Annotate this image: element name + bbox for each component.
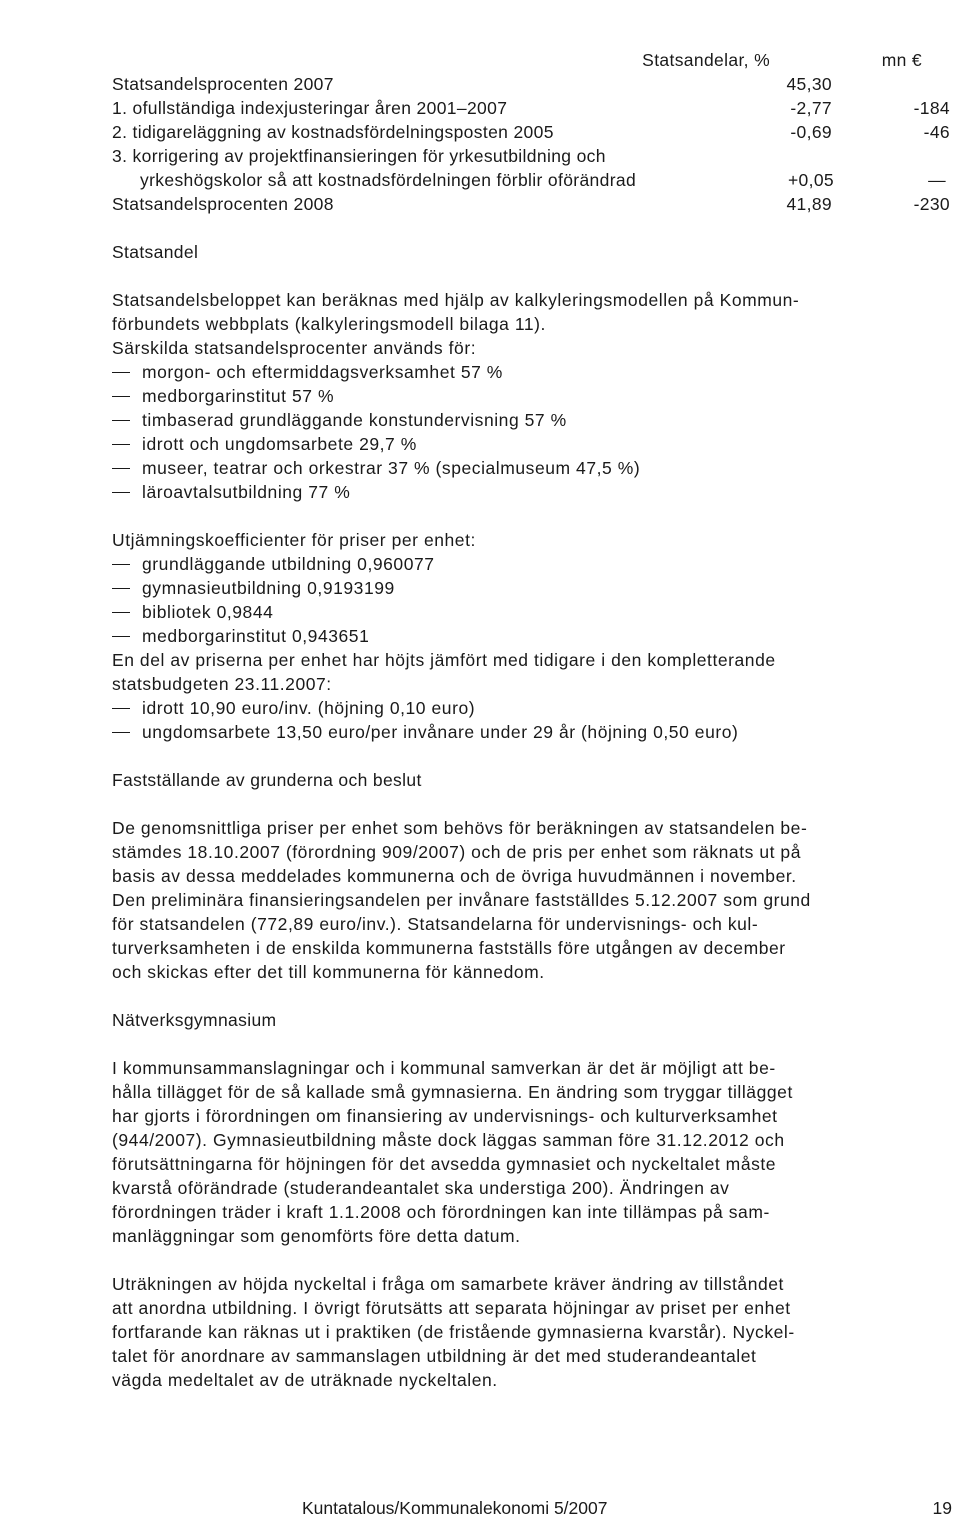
paragraph-line: för statsandelen (772,89 euro/inv.). Statsandelarna för undervisnings- och kul- (112, 914, 759, 934)
table-row-value-meur: -46 (923, 122, 950, 142)
paragraph-line: Utjämningskoefficienter för priser per enhet: (112, 530, 476, 550)
table-row-value-meur: -184 (913, 98, 950, 118)
paragraph-line: De genomsnittliga priser per enhet som behövs för beräkningen av statsandelen be- (112, 818, 808, 838)
dash-bullet (112, 396, 130, 397)
table-row-label: 3. korrigering av projektfinansieringen för yrkesutbildning och (112, 146, 606, 166)
table-row-label: 1. ofullständiga indexjusteringar åren 2001–2007 (112, 98, 508, 118)
dash-bullet (112, 420, 130, 421)
list-item: museer, teatrar och orkestrar 37 % (specialmuseum 47,5 %) (112, 456, 640, 480)
paragraph-line: Uträkningen av höjda nyckeltal i fråga om samarbete kräver ändring av tillståndet (112, 1274, 784, 1294)
paragraph-line: stämdes 18.10.2007 (förordning 909/2007) och de pris per enhet som räknats ut på (112, 842, 801, 862)
table-header-meur: mn € (881, 50, 922, 70)
dash-bullet (112, 708, 130, 709)
section-heading: Fastställande av grunderna och beslut (112, 770, 422, 790)
list-item: timbaserad grundläggande konstundervisning 57 % (112, 408, 567, 432)
paragraph-line: fortfarande kan räknas ut i praktiken (de fristående gymnasierna kvarstår). Nyckel- (112, 1322, 795, 1342)
list-item: ungdomsarbete 13,50 euro/per invånare under 29 år (höjning 0,50 euro) (112, 720, 738, 744)
paragraph-line: En del av priserna per enhet har höjts jämfört med tidigare i den kompletterande (112, 650, 776, 670)
paragraph-line: förutsättningarna för höjningen för det avsedda gymnasiet och nyckeltalet måste (112, 1154, 777, 1174)
table-row-label: yrkeshögskolor så att kostnadsfördelningen förblir oförändrad (140, 170, 637, 190)
paragraph-line: förbundets webbplats (kalkyleringsmodell bilaga 11). (112, 314, 546, 334)
dash-bullet (112, 732, 130, 733)
footer-page-number: 19 (932, 1498, 952, 1518)
dash-bullet (112, 468, 130, 469)
list-item: bibliotek 0,9844 (112, 600, 273, 624)
table-header-percent: Statsandelar, % (642, 50, 770, 70)
table-row-value-meur: -230 (913, 194, 950, 214)
dash-bullet (112, 588, 130, 589)
list-item: idrott och ungdomsarbete 29,7 % (112, 432, 417, 456)
section-heading: Statsandel (112, 242, 199, 262)
table-row-label: Statsandelsprocenten 2008 (112, 194, 334, 214)
footer-publication: Kuntatalous/Kommunalekonomi 5/2007 (302, 1498, 608, 1518)
paragraph-line: kvarstå oförändrade (studerandeantalet ska understiga 200). Ändringen av (112, 1178, 730, 1198)
table-row-value-meur: — (928, 170, 946, 190)
list-item: medborgarinstitut 0,943651 (112, 624, 369, 648)
list-item: medborgarinstitut 57 % (112, 384, 334, 408)
paragraph-line: statsbudgeten 23.11.2007: (112, 674, 332, 694)
dash-bullet (112, 444, 130, 445)
list-item: grundläggande utbildning 0,960077 (112, 552, 435, 576)
section-heading: Nätverksgymnasium (112, 1010, 277, 1030)
paragraph-line: Statsandelsbeloppet kan beräknas med hjälp av kalkyleringsmodellen på Kommun- (112, 290, 800, 310)
paragraph-line: turverksamheten i de enskilda kommunerna fastställs före utgången av december (112, 938, 786, 958)
table-row-label: Statsandelsprocenten 2007 (112, 74, 334, 94)
dash-bullet (112, 612, 130, 613)
paragraph-line: Särskilda statsandelsprocenter används för: (112, 338, 477, 358)
table-row-value-percent: 41,89 (786, 194, 832, 214)
paragraph-line: har gjorts i förordningen om finansiering av undervisnings- och kulturverksamhet (112, 1106, 778, 1126)
paragraph-line: I kommunsammanslagningar och i kommunal samverkan är det är möjligt att be- (112, 1058, 776, 1078)
table-row-value-percent: -0,69 (790, 122, 832, 142)
dash-bullet (112, 564, 130, 565)
paragraph-line: vägda medeltalet av de uträknade nyckeltalen. (112, 1370, 498, 1390)
table-row-value-percent: 45,30 (786, 74, 832, 94)
table-row-value-percent: +0,05 (787, 170, 834, 190)
list-item: gymnasieutbildning 0,9193199 (112, 576, 395, 600)
paragraph-line: förordningen träder i kraft 1.1.2008 och förordningen kan inte tillämpas på sam- (112, 1202, 770, 1222)
paragraph-line: och skickas efter det till kommunerna för kännedom. (112, 962, 545, 982)
dash-bullet (112, 636, 130, 637)
list-item: läroavtalsutbildning 77 % (112, 480, 350, 504)
list-item: morgon- och eftermiddagsverksamhet 57 % (112, 360, 503, 384)
paragraph-line: manläggningar som genomförts före detta datum. (112, 1226, 521, 1246)
paragraph-line: basis av dessa meddelades kommunerna och de övriga huvudmännen i november. (112, 866, 797, 886)
paragraph-line: talet för anordnare av sammanslagen utbildning är det med studerandeantalet (112, 1346, 757, 1366)
list-item: idrott 10,90 euro/inv. (höjning 0,10 euro) (112, 696, 475, 720)
paragraph-line: hålla tillägget för de så kallade små gymnasierna. En ändring som tryggar tillägget (112, 1082, 793, 1102)
dash-bullet (112, 372, 130, 373)
paragraph-line: att anordna utbildning. I övrigt förutsätts att separata höjningar av priset per enhet (112, 1298, 791, 1318)
table-row-value-percent: -2,77 (790, 98, 832, 118)
dash-bullet (112, 492, 130, 493)
table-row-label: 2. tidigareläggning av kostnadsfördelningsposten 2005 (112, 122, 554, 142)
paragraph-line: (944/2007). Gymnasieutbildning måste dock läggas samman före 31.12.2012 och (112, 1130, 785, 1150)
paragraph-line: Den preliminära finansieringsandelen per invånare fastställdes 5.12.2007 som grund (112, 890, 811, 910)
